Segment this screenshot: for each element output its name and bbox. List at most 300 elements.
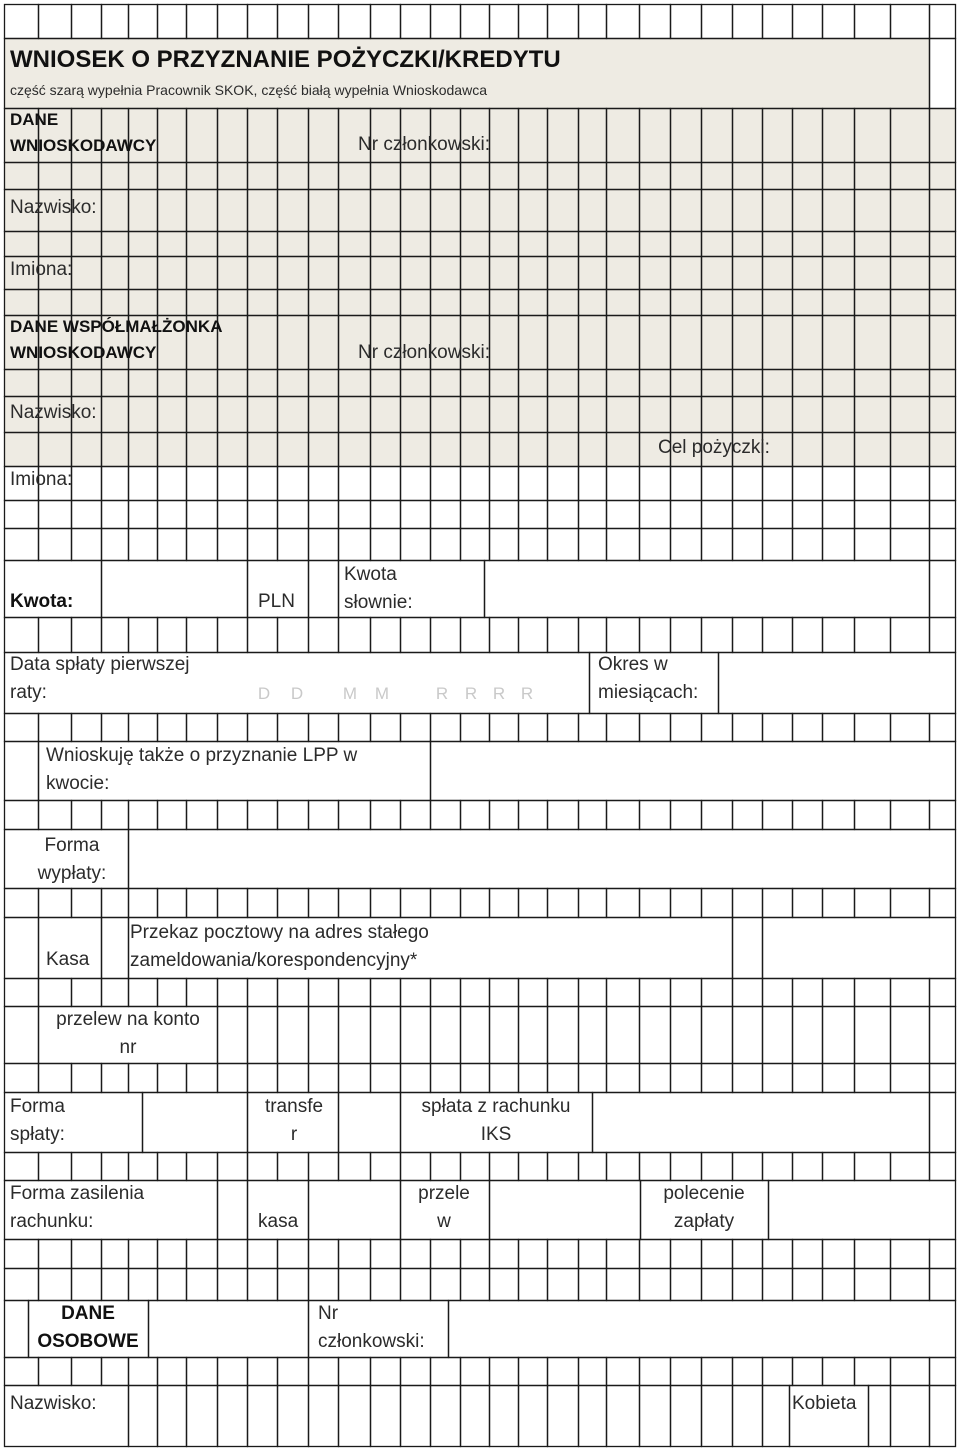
form-cell[interactable] [793,190,823,232]
form-cell[interactable] [248,316,278,370]
form-cell[interactable] [823,529,855,561]
form-cell[interactable] [278,1153,309,1181]
form-cell[interactable] [309,714,339,742]
form-cell[interactable] [218,1007,248,1064]
form-cell[interactable] [129,501,158,529]
form-cell[interactable] [309,433,339,467]
form-cell[interactable] [5,5,39,39]
form-cell[interactable] [248,163,278,190]
form-cell[interactable] [309,529,339,561]
form-cell[interactable] [129,1269,158,1301]
form-cell[interactable] [339,1064,371,1093]
form-cell[interactable] [339,5,371,39]
form-cell[interactable] [490,501,519,529]
form-cell[interactable] [278,1358,309,1386]
form-cell[interactable] [519,232,548,257]
form-cell[interactable] [490,889,519,918]
form-cell[interactable] [158,1358,187,1386]
form-cell[interactable] [548,1358,579,1386]
form-cell[interactable] [371,529,401,561]
form-cell[interactable] [548,529,579,561]
form-cell[interactable] [158,979,187,1007]
form-cell[interactable] [72,1153,102,1181]
form-cell[interactable] [607,316,640,370]
form-cell[interactable] [218,714,248,742]
form-cell[interactable] [309,1181,401,1240]
form-cell[interactable] [371,1007,401,1064]
form-cell[interactable] [461,290,490,316]
form-cell[interactable] [158,109,187,163]
form-cell[interactable] [930,618,956,653]
form-cell[interactable] [823,109,855,163]
form-cell[interactable] [401,1153,431,1181]
form-cell[interactable] [519,370,548,397]
form-cell[interactable] [218,1358,248,1386]
form-cell[interactable] [158,501,187,529]
form-cell[interactable] [702,1064,733,1093]
form-cell[interactable] [102,501,129,529]
form-cell[interactable] [793,397,823,433]
form-cell[interactable] [218,529,248,561]
form-cell[interactable] [339,529,371,561]
form-cell[interactable] [548,467,579,501]
form-cell[interactable] [823,190,855,232]
form-cell[interactable] [855,5,891,39]
form-cell[interactable] [671,1153,702,1181]
form-cell[interactable] [248,1358,278,1386]
form-cell[interactable] [733,232,763,257]
form-cell[interactable] [607,529,640,561]
form-cell[interactable] [763,1269,793,1301]
form-cell[interactable] [793,163,823,190]
form-cell[interactable] [278,529,309,561]
form-cell[interactable] [102,290,129,316]
form-cell[interactable] [278,1064,309,1093]
form-cell[interactable] [519,467,548,501]
form-cell[interactable] [339,979,371,1007]
form-cell[interactable] [5,1358,39,1386]
form-cell[interactable] [187,163,218,190]
form-cell[interactable] [248,232,278,257]
form-cell[interactable] [187,889,218,918]
form-cell[interactable] [401,163,431,190]
form-cell[interactable] [309,1358,339,1386]
form-cell[interactable] [891,5,930,39]
form-cell[interactable] [187,433,218,467]
form-cell[interactable] [39,433,72,467]
form-cell[interactable] [763,1358,793,1386]
form-cell[interactable] [461,618,490,653]
form-cell[interactable] [248,290,278,316]
form-cell[interactable] [278,618,309,653]
form-cell[interactable] [490,618,519,653]
form-cell[interactable] [490,1386,519,1447]
form-cell[interactable] [158,529,187,561]
form-cell[interactable] [39,370,72,397]
form-cell[interactable] [733,979,763,1007]
form-cell[interactable] [339,1386,371,1447]
form-cell[interactable] [248,109,278,163]
form-cell[interactable] [248,501,278,529]
form-cell[interactable] [548,1269,579,1301]
form-cell[interactable] [607,232,640,257]
form-cell[interactable] [891,433,930,467]
form-cell[interactable] [309,257,339,290]
form-cell[interactable] [702,290,733,316]
form-cell[interactable] [431,889,461,918]
form-cell[interactable] [607,501,640,529]
form-cell[interactable] [855,714,891,742]
form-cell[interactable] [39,979,72,1007]
form-cell[interactable] [102,433,129,467]
form-cell[interactable] [431,618,461,653]
form-cell[interactable] [855,316,891,370]
form-cell[interactable] [218,1153,248,1181]
form-cell[interactable] [640,163,671,190]
form-cell[interactable] [309,1064,339,1093]
form-cell[interactable] [930,889,956,918]
form-cell[interactable] [339,1240,371,1269]
form-cell[interactable] [891,1386,930,1447]
form-cell[interactable] [793,1269,823,1301]
form-cell[interactable] [763,501,793,529]
form-cell[interactable] [823,1064,855,1093]
form-cell[interactable] [129,1064,158,1093]
form-cell[interactable] [548,370,579,397]
form-cell[interactable] [339,714,371,742]
form-cell[interactable] [519,979,548,1007]
form-cell[interactable] [719,653,956,714]
form-cell[interactable] [309,109,339,163]
form-cell[interactable] [671,467,702,501]
form-cell[interactable] [640,501,671,529]
form-cell[interactable] [72,889,102,918]
form-cell[interactable] [218,1064,248,1093]
form-cell[interactable] [72,467,102,501]
form-cell[interactable] [640,316,671,370]
form-cell[interactable] [102,1153,129,1181]
form-cell[interactable] [278,501,309,529]
form-cell[interactable] [763,190,793,232]
form-cell[interactable] [371,1269,401,1301]
form-cell[interactable] [5,918,39,979]
form-cell[interactable] [309,5,339,39]
form-cell[interactable] [671,290,702,316]
form-cell[interactable] [671,1269,702,1301]
form-cell[interactable] [733,1386,763,1447]
form-cell[interactable] [607,1153,640,1181]
form-cell[interactable] [339,1269,371,1301]
form-cell[interactable] [5,529,39,561]
form-cell[interactable] [671,801,702,830]
form-cell[interactable] [278,109,309,163]
form-cell[interactable] [218,109,248,163]
form-cell[interactable] [823,1358,855,1386]
form-cell[interactable] [733,1240,763,1269]
form-cell[interactable] [102,1240,129,1269]
form-cell[interactable] [763,397,793,433]
form-cell[interactable] [5,290,39,316]
form-cell[interactable] [401,433,431,467]
form-cell[interactable] [490,801,519,830]
form-cell[interactable] [579,1153,607,1181]
form-cell[interactable] [371,232,401,257]
form-cell[interactable] [490,316,519,370]
form-cell[interactable] [579,316,607,370]
form-cell[interactable] [519,397,548,433]
form-cell[interactable] [930,397,956,433]
form-cell[interactable] [823,1153,855,1181]
form-cell[interactable] [218,801,248,830]
form-cell[interactable] [855,801,891,830]
form-cell[interactable] [930,1007,956,1064]
form-cell[interactable] [519,1386,548,1447]
form-cell[interactable] [102,1358,129,1386]
form-cell[interactable] [371,501,401,529]
form-cell[interactable] [593,1093,930,1153]
form-cell[interactable] [607,5,640,39]
form-cell[interactable] [671,109,702,163]
form-cell[interactable] [431,714,461,742]
form-cell[interactable] [218,1269,248,1301]
form-cell[interactable] [129,618,158,653]
form-cell[interactable] [431,290,461,316]
form-cell[interactable] [607,290,640,316]
form-cell[interactable] [763,1007,793,1064]
form-cell[interactable] [733,316,763,370]
form-cell[interactable] [702,190,733,232]
form-cell[interactable] [579,232,607,257]
form-cell[interactable] [793,618,823,653]
form-cell[interactable] [548,889,579,918]
form-cell[interactable] [72,501,102,529]
form-cell[interactable] [371,290,401,316]
form-cell[interactable] [158,232,187,257]
form-cell[interactable] [548,316,579,370]
form-cell[interactable] [401,979,431,1007]
form-cell[interactable] [278,397,309,433]
form-cell[interactable] [5,232,39,257]
form-cell[interactable] [218,1240,248,1269]
form-cell[interactable] [339,618,371,653]
form-cell[interactable] [702,889,733,918]
form-cell[interactable] [640,1386,671,1447]
form-cell[interactable] [793,290,823,316]
form-cell[interactable] [5,801,39,830]
form-cell[interactable] [519,5,548,39]
form-cell[interactable] [72,433,102,467]
form-cell[interactable] [671,232,702,257]
form-cell[interactable] [102,918,129,979]
form-cell[interactable] [793,1007,823,1064]
form-cell[interactable] [671,163,702,190]
form-cell[interactable] [579,801,607,830]
form-cell[interactable] [461,801,490,830]
form-cell[interactable] [248,889,278,918]
form-cell[interactable] [548,1007,579,1064]
form-cell[interactable] [640,801,671,830]
form-cell[interactable] [891,618,930,653]
form-cell[interactable] [823,257,855,290]
form-cell[interactable] [401,529,431,561]
form-cell[interactable] [702,370,733,397]
form-cell[interactable] [401,5,431,39]
form-cell[interactable] [461,467,490,501]
form-cell[interactable] [461,370,490,397]
form-cell[interactable] [519,163,548,190]
form-cell[interactable] [278,257,309,290]
form-cell[interactable] [72,714,102,742]
form-cell[interactable] [793,1153,823,1181]
form-cell[interactable] [278,190,309,232]
form-cell[interactable] [733,501,763,529]
form-cell[interactable] [187,1358,218,1386]
form-cell[interactable] [72,529,102,561]
form-cell[interactable] [823,433,855,467]
form-cell[interactable] [102,190,129,232]
form-cell[interactable] [671,5,702,39]
form-cell[interactable] [129,397,158,433]
form-cell[interactable] [579,618,607,653]
form-cell[interactable] [855,370,891,397]
form-cell[interactable] [855,529,891,561]
form-cell[interactable] [158,190,187,232]
form-cell[interactable] [548,979,579,1007]
form-cell[interactable] [671,979,702,1007]
form-cell[interactable] [548,433,579,467]
form-cell[interactable] [763,290,793,316]
form-cell[interactable] [640,5,671,39]
form-cell[interactable] [769,1181,956,1240]
form-cell[interactable] [5,1240,39,1269]
form-cell[interactable] [309,618,339,653]
form-cell[interactable] [930,39,956,109]
form-cell[interactable] [733,397,763,433]
form-cell[interactable] [39,501,72,529]
form-cell[interactable] [891,501,930,529]
form-cell[interactable] [187,257,218,290]
form-cell[interactable] [248,1064,278,1093]
form-cell[interactable] [431,397,461,433]
form-cell[interactable] [461,1240,490,1269]
form-cell[interactable] [671,501,702,529]
form-cell[interactable] [309,163,339,190]
form-cell[interactable] [158,801,187,830]
form-cell[interactable] [579,1007,607,1064]
form-cell[interactable] [39,618,72,653]
form-cell[interactable] [431,5,461,39]
form-cell[interactable] [248,467,278,501]
form-cell[interactable] [218,290,248,316]
form-cell[interactable] [278,316,309,370]
form-cell[interactable] [5,501,39,529]
form-cell[interactable] [519,316,548,370]
form-cell[interactable] [461,1269,490,1301]
form-cell[interactable] [733,109,763,163]
form-cell[interactable] [371,1386,401,1447]
form-cell[interactable] [129,889,158,918]
form-cell[interactable] [309,467,339,501]
form-cell[interactable] [548,1386,579,1447]
form-cell[interactable] [519,1240,548,1269]
form-cell[interactable] [733,370,763,397]
form-cell[interactable] [39,290,72,316]
form-cell[interactable] [72,801,102,830]
form-cell[interactable] [371,889,401,918]
form-cell[interactable] [490,1064,519,1093]
form-cell[interactable] [519,1064,548,1093]
form-cell[interactable] [733,918,763,979]
form-cell[interactable] [930,501,956,529]
form-cell[interactable] [640,290,671,316]
form-cell[interactable] [431,1240,461,1269]
form-cell[interactable] [490,1181,641,1240]
form-cell[interactable] [401,1358,431,1386]
form-cell[interactable] [607,257,640,290]
form-cell[interactable] [763,257,793,290]
form-cell[interactable] [702,257,733,290]
form-cell[interactable] [891,1269,930,1301]
form-cell[interactable] [371,190,401,232]
form-cell[interactable] [248,529,278,561]
form-cell[interactable] [548,1064,579,1093]
form-cell[interactable] [733,714,763,742]
form-cell[interactable] [187,290,218,316]
form-cell[interactable] [309,370,339,397]
form-cell[interactable] [248,1007,278,1064]
form-cell[interactable] [187,979,218,1007]
form-cell[interactable] [339,467,371,501]
form-cell[interactable] [607,1269,640,1301]
form-cell[interactable] [461,1358,490,1386]
form-cell[interactable] [461,714,490,742]
form-cell[interactable] [248,190,278,232]
form-cell[interactable] [855,290,891,316]
form-cell[interactable] [579,714,607,742]
form-cell[interactable] [763,1153,793,1181]
form-cell[interactable] [671,1007,702,1064]
form-cell[interactable] [490,5,519,39]
form-cell[interactable] [702,1240,733,1269]
form-cell[interactable] [158,433,187,467]
form-cell[interactable] [855,889,891,918]
form-cell[interactable] [278,467,309,501]
form-cell[interactable] [548,163,579,190]
form-cell[interactable] [248,979,278,1007]
form-cell[interactable] [5,1269,39,1301]
form-cell[interactable] [449,1301,956,1358]
form-cell[interactable] [72,5,102,39]
form-cell[interactable] [930,561,956,618]
form-cell[interactable] [930,467,956,501]
form-cell[interactable] [891,370,930,397]
form-cell[interactable] [891,1153,930,1181]
form-cell[interactable] [39,529,72,561]
form-cell[interactable] [579,529,607,561]
form-cell[interactable] [72,1064,102,1093]
form-cell[interactable] [579,163,607,190]
form-cell[interactable] [431,467,461,501]
form-cell[interactable] [102,618,129,653]
form-cell[interactable] [671,316,702,370]
form-cell[interactable] [129,801,158,830]
form-cell[interactable] [640,467,671,501]
form-cell[interactable] [401,1386,431,1447]
form-cell[interactable] [548,257,579,290]
form-cell[interactable] [579,1240,607,1269]
form-cell[interactable] [102,163,129,190]
form-cell[interactable] [339,232,371,257]
